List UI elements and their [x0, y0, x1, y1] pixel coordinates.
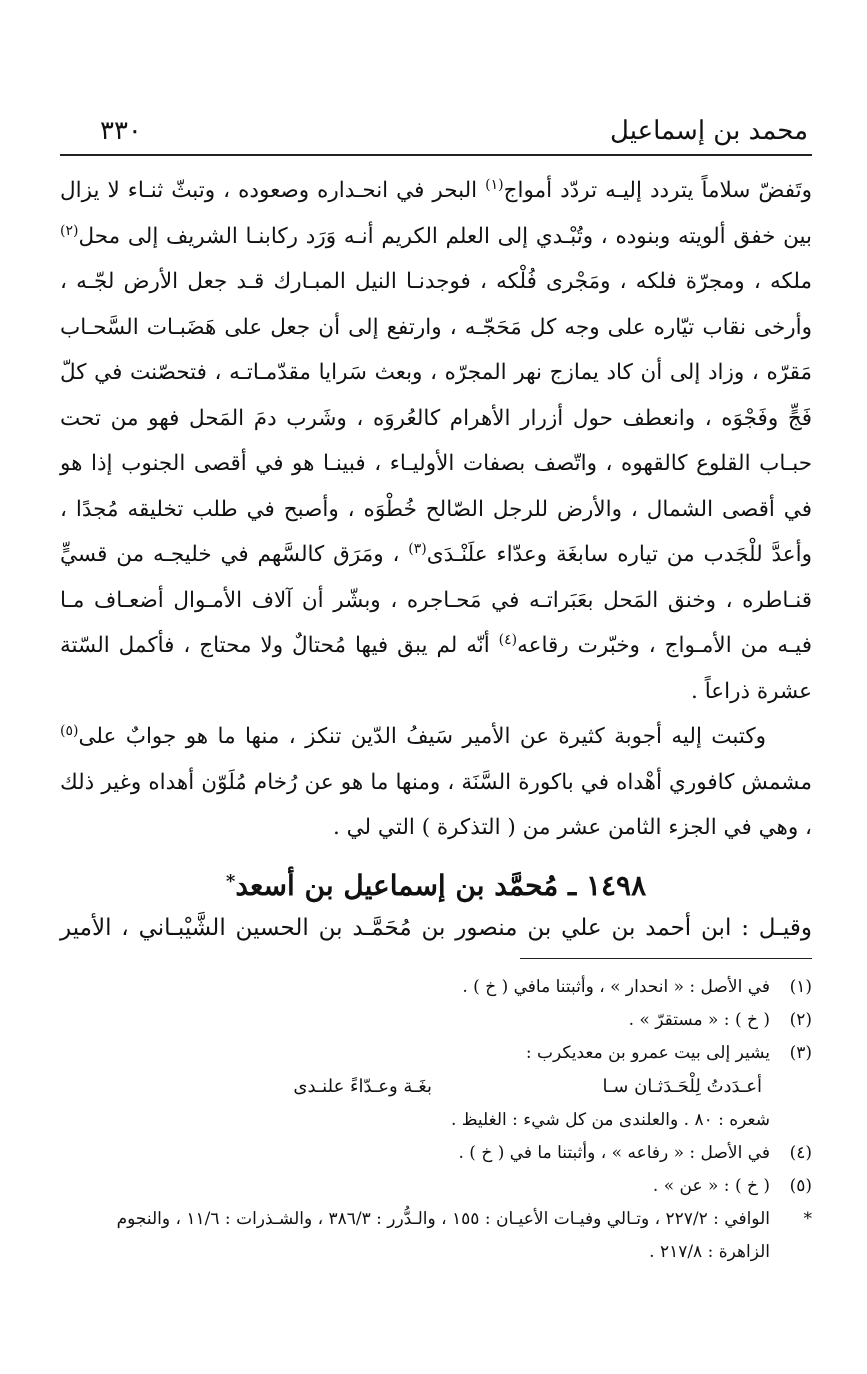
footnote-marker: (١)	[485, 177, 504, 193]
source-marker: *	[225, 870, 236, 892]
text-run: البحر في انحـداره وصعوده ، وتبثّ ثنـاء لا يزال بين خفق ألويته وبنوده ، وتُبْـدي إلى العلم الكريم أنـه وَرَد ركابنـا الشريف إلى محل	[60, 178, 812, 249]
source-marker: *	[803, 1208, 812, 1229]
source-text	[60, 1203, 778, 1269]
text-run: وكتبت إليه أجوبة كثيرة عن الأمير سَيفُ الدّين تنكز ، منها ما هو جوابٌ على	[78, 724, 766, 749]
main-text	[60, 168, 812, 851]
verse-hemistich: أعـدَدتُ لِلْحَـدَثـان سـا	[602, 1075, 762, 1097]
entry-first-line: وقيـل : ابن أحمد بن علي بن منصور بن مُحَمَّـد بن الحسين الشَّيْبـاني ، الأمير	[60, 914, 812, 941]
footnote	[60, 971, 812, 1004]
footnote	[60, 1137, 812, 1170]
paragraph	[60, 168, 812, 714]
entry-title: ١٤٩٨ ـ مُحمَّد بن إسماعيل بن أسعد	[235, 868, 647, 902]
footnote-text: في الأصل : « انحدار » ، وأثبتنا مافي ( خ ) .	[462, 976, 770, 997]
footnote	[60, 1004, 812, 1037]
footnote-continuation: شعره : ٨٠ . والعلندى من كل شيء : الغليظ .	[450, 1109, 770, 1130]
running-header	[60, 108, 812, 156]
footnote	[60, 1170, 812, 1203]
page-number: ٣٣٠	[100, 116, 142, 146]
verse-hemistich: بغَـة وعـدّاءً علنـدى	[293, 1075, 432, 1097]
running-title: محمد بن إسماعيل	[610, 116, 808, 146]
source-line: الزاهرة : ٢١٧/٨ .	[649, 1241, 770, 1262]
footnote-number: (١)	[789, 976, 812, 997]
footnote-text: في الأصل : « رفاعه » ، وأثبتنا ما في ( خ ) .	[458, 1142, 770, 1163]
footnote-marker: (٥)	[60, 723, 79, 739]
footnote-number: (٤)	[789, 1142, 812, 1163]
text-run: مشمش كافوري أهْداه في باكورة السَّنَة ، ومنها ما هو عن رُخام مُلَوّن أهداه وغير ذلك ، وهي في الجزء الثامن عشر من ( التذكرة ) التي لي .	[60, 769, 812, 840]
source-note	[60, 1203, 812, 1269]
footnote-divider	[520, 958, 812, 959]
footnote-marker: (٢)	[60, 222, 79, 239]
text-run: أنّه لم يبق فيها مُحتالٌ ولا محتاج ، فأكمل السّتة عشرة ذراعاً .	[60, 633, 812, 704]
footnote-number: (٣)	[789, 1042, 812, 1063]
footnote-text: يشير إلى بيت عمرو بن معديكرب :	[525, 1042, 770, 1063]
paragraph	[60, 714, 812, 851]
footnote-text: ( خ ) : « مستقرّ » .	[628, 1009, 770, 1030]
text-run: ، ومَرَق كالسَّهم في خليجـه من قسيٍّ قنـاطره ، وخنق المَحل بعَبَراتـه في مَحـاجره ، وبشّر أن آلاف الأمـوال أضعـاف مـا فيـه من الأمـواج ، وخبّرت رقاعه	[60, 542, 812, 658]
footnote-text: ( خ ) : « عن » .	[652, 1175, 770, 1196]
poetry-verse	[60, 1070, 812, 1104]
text-run: وتَفضّ سلاماً يتردد إليـه تردّد أمواج	[503, 178, 812, 203]
footnote-number: (٥)	[789, 1175, 812, 1196]
entry-heading	[60, 869, 812, 902]
footnote-number: (٢)	[789, 1009, 812, 1030]
text-run: ملكه ، ومجرّة فلكه ، ومَجْرى فُلْكه ، فوجدنـا النيل المبـارك قـد جعل الأرض لجّـه ، وأرخى نقاب تيّاره على وجه كل مَحَجّـه ، وارتفع إلى أن جعل على هَضَبـات السَّحـاب مَقرّه ، وزاد إلى أن كاد يمازج نهر المجرّه ، وبعث سَرايا مقدّمـاتـه ، فتحصّنت في كلّ فَجٍّ وفَجْوَه ، وانعطف حول أزرار الأهرام كالعُروَه ، وشَرب دمَ المَحل فهو من تحت حبـاب القلوع كالقهوه ، واتّصف بصفات الأوليـاء ، فبينـا هو في أقصى الجنوب إذا هو في أقصى الشمال ، والأرض للرجل الصّالح خُطْوَه ، وأصبح في طلب تخليقه مُجدًا ، وأعدَّ للْجَدب من تياره سابغَة وعدّاء علَنْـدَى	[60, 269, 812, 567]
footnote	[60, 1037, 812, 1070]
footnotes	[60, 971, 812, 1269]
footnote-marker: (٤)	[498, 632, 518, 648]
book-page	[60, 108, 812, 1338]
source-line: الوافي : ٢٢٧/٢ ، وتـالي وفيـات الأعيـان : ١٥٥ ، والـدُّرر : ٣٨٦/٣ ، والشـذرات : ١١/٦ ، والنجوم	[116, 1208, 770, 1229]
footnote-marker: (٣)	[408, 541, 427, 557]
